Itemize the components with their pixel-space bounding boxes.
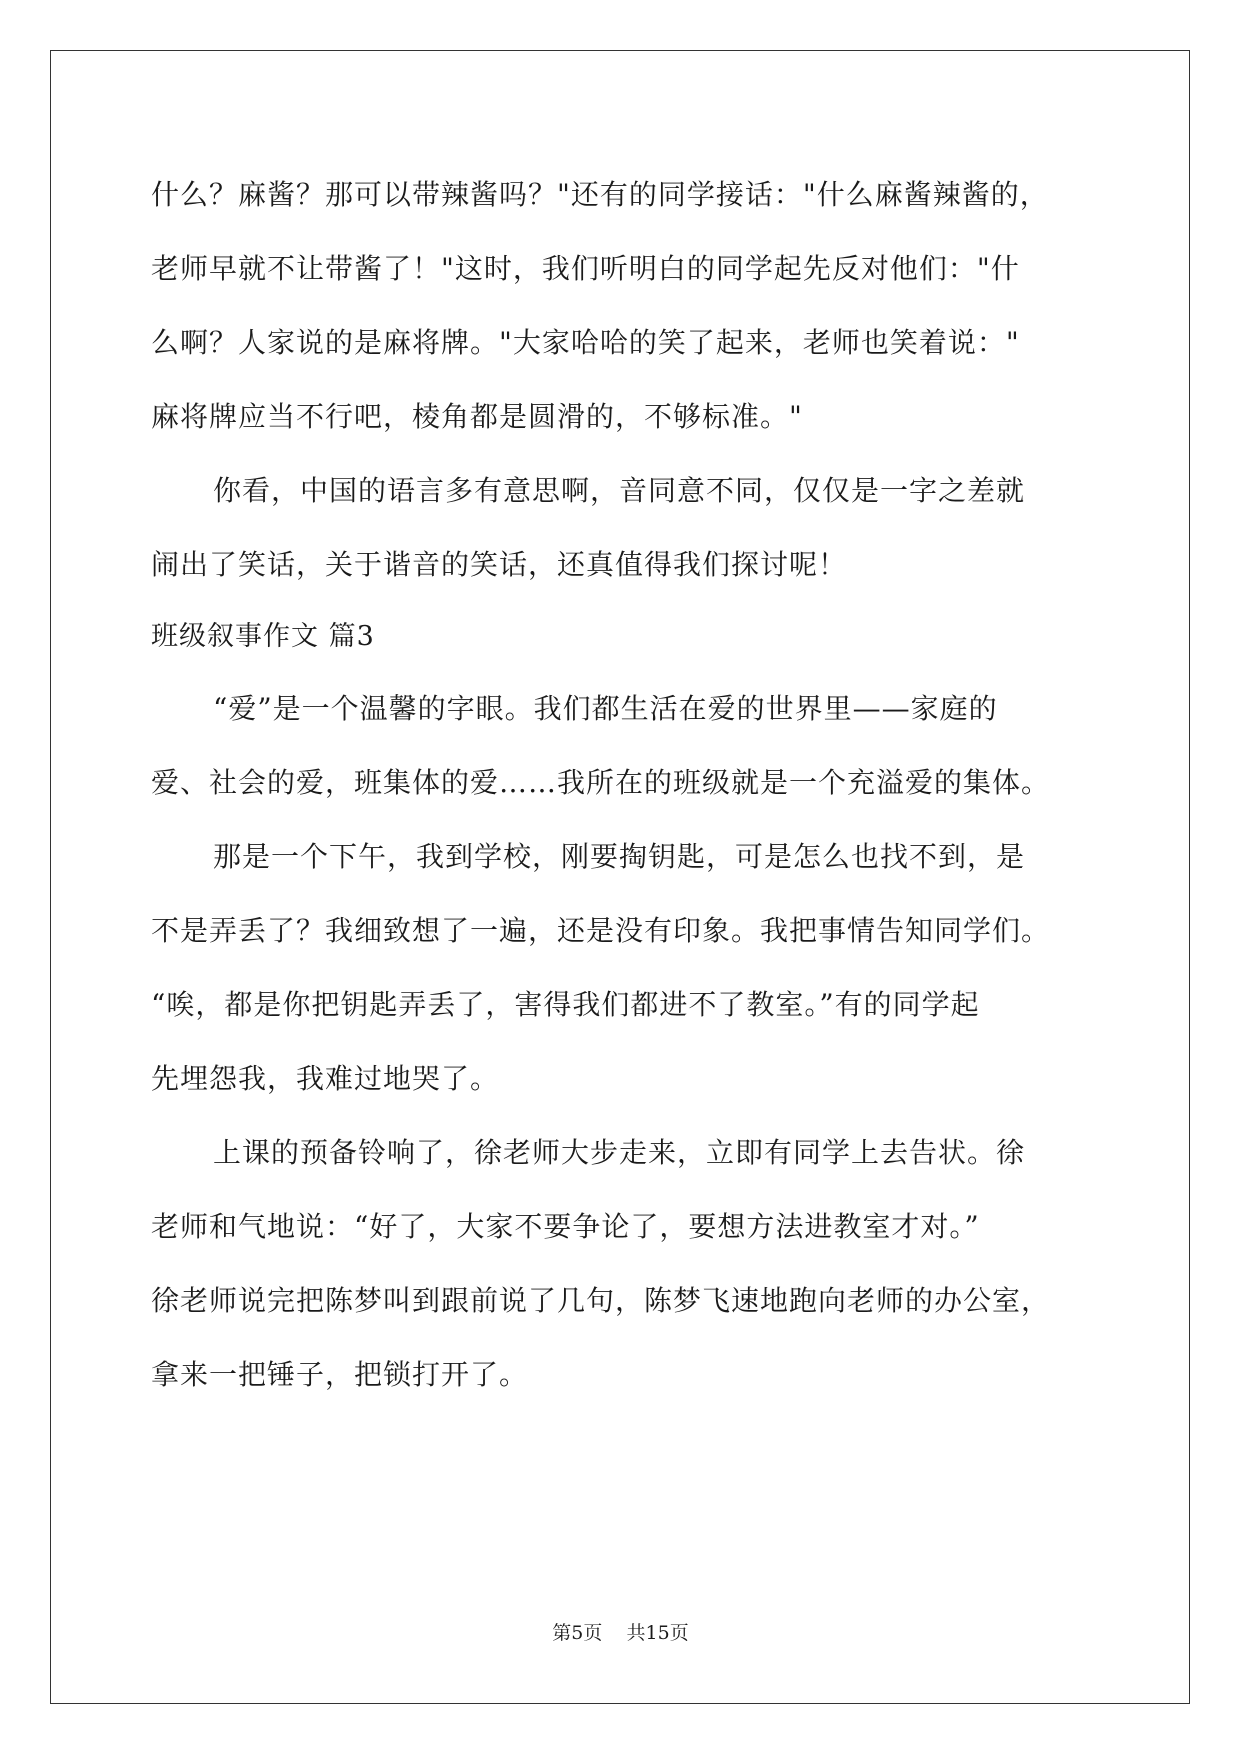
- paragraph-line: 你看，中国的语言多有意思啊，音同意不同，仅仅是一字之差就: [213, 474, 1026, 507]
- paragraph-line: “唉，都是你把钥匙弄丢了，害得我们都进不了教室。”有的同学起: [151, 988, 980, 1021]
- paragraph-line: 么啊？人家说的是麻将牌。"大家哈哈的笑了起来，老师也笑着说：": [151, 326, 1020, 359]
- paragraph-line: 徐老师说完把陈梦叫到跟前说了几句，陈梦飞速地跑向老师的办公室，: [151, 1284, 1051, 1317]
- paragraph-line: 上课的预备铃响了，徐老师大步走来，立即有同学上去告状。徐: [213, 1136, 1026, 1169]
- section-heading: 班级叙事作文 篇3: [151, 621, 375, 652]
- paragraph-line: 麻将牌应当不行吧，棱角都是圆滑的，不够标准。": [151, 400, 803, 433]
- paragraph-line: 不是弄丢了？我细致想了一遍，还是没有印象。我把事情告知同学们。: [151, 914, 1051, 947]
- document-body: [151, 158, 1089, 1412]
- paragraph-line: 老师和气地说：“好了，大家不要争论了，要想方法进教室才对。”: [151, 1210, 980, 1243]
- paragraph-line: 拿来一把锤子，把锁打开了。: [151, 1358, 529, 1391]
- paragraph-line: 那是一个下午，我到学校，刚要掏钥匙，可是怎么也找不到，是: [213, 840, 1026, 873]
- page-footer: [0, 1618, 1241, 1645]
- paragraph-line: 爱、社会的爱，班集体的爱……我所在的班级就是一个充溢爱的集体。: [151, 766, 1051, 799]
- page-number: 第5页: [552, 1622, 603, 1644]
- paragraph-line: 老师早就不让带酱了！"这时，我们听明白的同学起先反对他们："什: [151, 252, 1020, 285]
- paragraph-line: “爱”是一个温馨的字眼。我们都生活在爱的世界里——家庭的: [213, 692, 998, 725]
- paragraph-line: 先埋怨我，我难过地哭了。: [151, 1062, 500, 1095]
- paragraph-line: 什么？麻酱？那可以带辣酱吗？"还有的同学接话："什么麻酱辣酱的，: [151, 178, 1049, 211]
- page-total: 共15页: [626, 1622, 689, 1644]
- paragraph-line: 闹出了笑话，关于谐音的笑话，还真值得我们探讨呢！: [151, 548, 848, 581]
